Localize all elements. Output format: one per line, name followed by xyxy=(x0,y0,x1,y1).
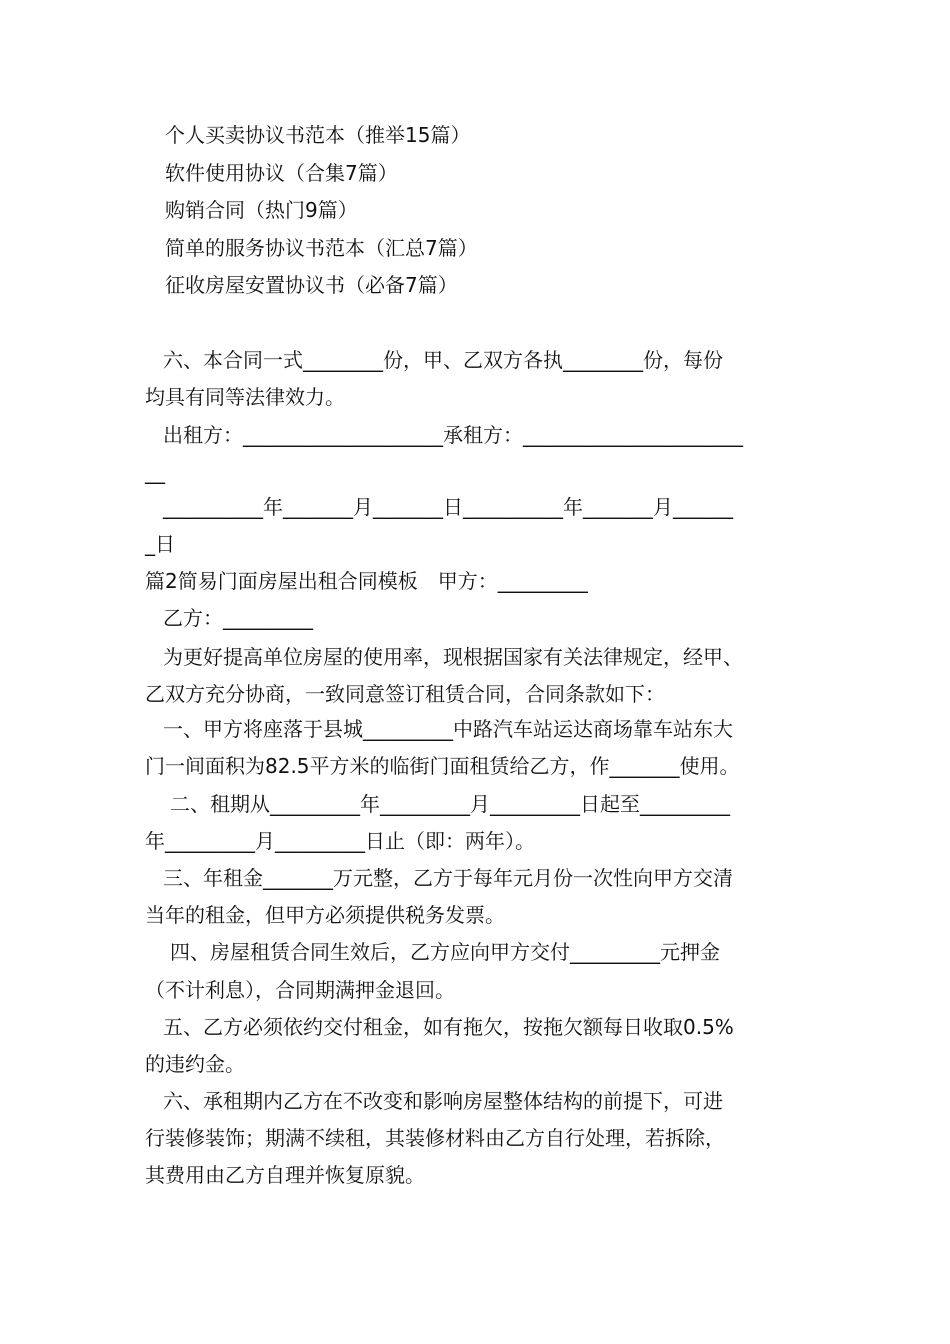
clause-1-cont: 门一间面积为82.5平方米的临街门面租赁给乙方，作_______使用。 xyxy=(145,754,740,778)
related-link-5[interactable]: 征收房屋安置协议书（必备7篇） xyxy=(165,273,458,297)
article-2-title: 篇2简易门面房屋出租合同模板 甲方：_________ xyxy=(145,569,588,593)
signature-parties: 出租方：____________________承租方：______________________ xyxy=(163,423,743,447)
clause-2: 二、租期从_________年_________月_________日起至_________ xyxy=(170,792,730,816)
signature-dates: __________年_______月_______日__________年_______月______ xyxy=(163,495,733,519)
clause-4-cont: （不计利息），合同期满押金退回。 xyxy=(145,978,455,1002)
clause-3: 三、年租金_______万元整，乙方于每年元月份一次性向甲方交清 xyxy=(163,866,733,890)
clause-5: 五、乙方必须依约交付租金，如有拖欠，按拖欠额每日收取0.5% xyxy=(163,1015,734,1039)
party-b: 乙方：_________ xyxy=(163,606,313,630)
clause-3-cont: 当年的租金，但甲方必须提供税务发票。 xyxy=(145,903,505,927)
signature-dates-cont: _日 xyxy=(145,532,175,556)
clause-copies: 六、本合同一式________份，甲、乙双方各执________份，每份 xyxy=(163,348,723,372)
signature-parties-cont: __ xyxy=(145,460,165,484)
clause-copies-cont: 均具有同等法律效力。 xyxy=(145,385,345,409)
clause-4: 四、房屋租赁合同生效后，乙方应向甲方交付_________元押金 xyxy=(170,940,720,964)
related-link-3[interactable]: 购销合同（热门9篇） xyxy=(165,198,358,222)
clause-1: 一、甲方将座落于县城_________中路汽车站运达商场靠车站东大 xyxy=(163,717,733,741)
clause-2-cont: 年_________月_________日止（即：两年）。 xyxy=(145,829,535,853)
related-link-4[interactable]: 简单的服务协议书范本（汇总7篇） xyxy=(165,236,478,260)
clause-6: 六、承租期内乙方在不改变和影响房屋整体结构的前提下，可进 xyxy=(163,1089,723,1113)
preamble-cont: 乙双方充分协商，一致同意签订租赁合同，合同条款如下： xyxy=(145,682,665,706)
clause-6-cont: 行装修装饰；期满不续租，其装修材料由乙方自行处理，若拆除， xyxy=(145,1126,725,1150)
related-link-2[interactable]: 软件使用协议（合集7篇） xyxy=(165,161,398,185)
preamble: 为更好提高单位房屋的使用率，现根据国家有关法律规定，经甲、 xyxy=(163,645,743,669)
clause-6-end: 其费用由乙方自理并恢复原貌。 xyxy=(145,1163,425,1187)
related-link-1[interactable]: 个人买卖协议书范本（推举15篇） xyxy=(165,123,471,147)
clause-5-cont: 的违约金。 xyxy=(145,1052,245,1076)
